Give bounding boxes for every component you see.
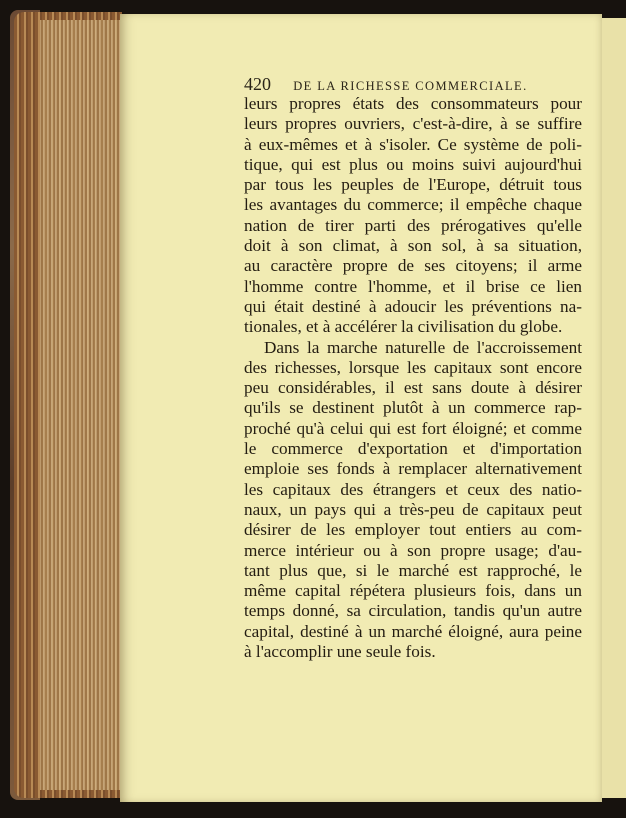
facing-page-edge bbox=[602, 18, 626, 798]
text-line: des richesses, lorsque les capitaux sont encore bbox=[244, 357, 582, 377]
text-line: doit à son climat, à son sol, à sa situation, bbox=[244, 236, 582, 256]
text-line: emploie ses fonds à remplacer alternativement bbox=[244, 459, 582, 479]
text-line: leurs propres états des consommateurs pour bbox=[244, 94, 582, 113]
text-line: à eux-mêmes et à s'isoler. Ce système de poli- bbox=[244, 134, 582, 154]
text-line: même capital répétera plusieurs fois, dans un bbox=[244, 581, 582, 601]
running-head: DE LA RICHESSE COMMERCIALE. bbox=[293, 79, 528, 93]
text-line: naux, un pays qui a très-peu de capitaux peut bbox=[244, 499, 582, 519]
text-line: tionales, et à accélérer la civilisation du globe. bbox=[244, 317, 563, 337]
text-line: à l'accomplir une seule fois. bbox=[244, 642, 436, 662]
text-line: qu'ils se destinent plutôt à un commerce rap- bbox=[244, 398, 582, 418]
text-line: peu considérables, il est sans doute à désirer bbox=[244, 378, 582, 398]
text-line: les capitaux des étrangers et ceux des natio- bbox=[244, 479, 582, 499]
marbled-page-block bbox=[40, 20, 120, 790]
body-text bbox=[244, 94, 582, 662]
text-line: proché qu'à celui qui est fort éloigné; et comme bbox=[244, 418, 582, 438]
text-line: l'homme contre l'homme, et il brise ce lien bbox=[244, 276, 582, 296]
text-line: tique, qui est plus ou moins suivi aujourd'hui bbox=[244, 154, 582, 174]
text-line: le commerce d'exportation et d'importation bbox=[244, 439, 582, 459]
text-line: tant plus que, si le marché est rapproché, le bbox=[244, 560, 582, 580]
text-line: désirer de les employer tout entiers au com- bbox=[244, 520, 582, 540]
text-line: Dans la marche naturelle de l'accroissement bbox=[264, 337, 582, 357]
text-line: nation de tirer parti des prérogatives qu'elle bbox=[244, 215, 582, 235]
text-line: les avantages du commerce; il empêche chaque bbox=[244, 195, 582, 215]
text-line: qui était destiné à adoucir les préventions na- bbox=[244, 296, 582, 316]
text-line: capital, destiné à un marché éloigné, aura peine bbox=[244, 621, 582, 641]
page-header bbox=[244, 74, 528, 95]
text-line: par tous les peuples de l'Europe, détruit tous bbox=[244, 175, 582, 195]
page-number: 420 bbox=[244, 74, 271, 94]
text-line: merce intérieur ou à son propre usage; d'au- bbox=[244, 540, 582, 560]
text-line: au caractère propre de ses citoyens; il arme bbox=[244, 256, 582, 276]
text-line: leurs propres ouvriers, c'est-à-dire, à se suffire bbox=[244, 114, 582, 134]
text-line: temps donné, sa circulation, tandis qu'un autre bbox=[244, 601, 582, 621]
